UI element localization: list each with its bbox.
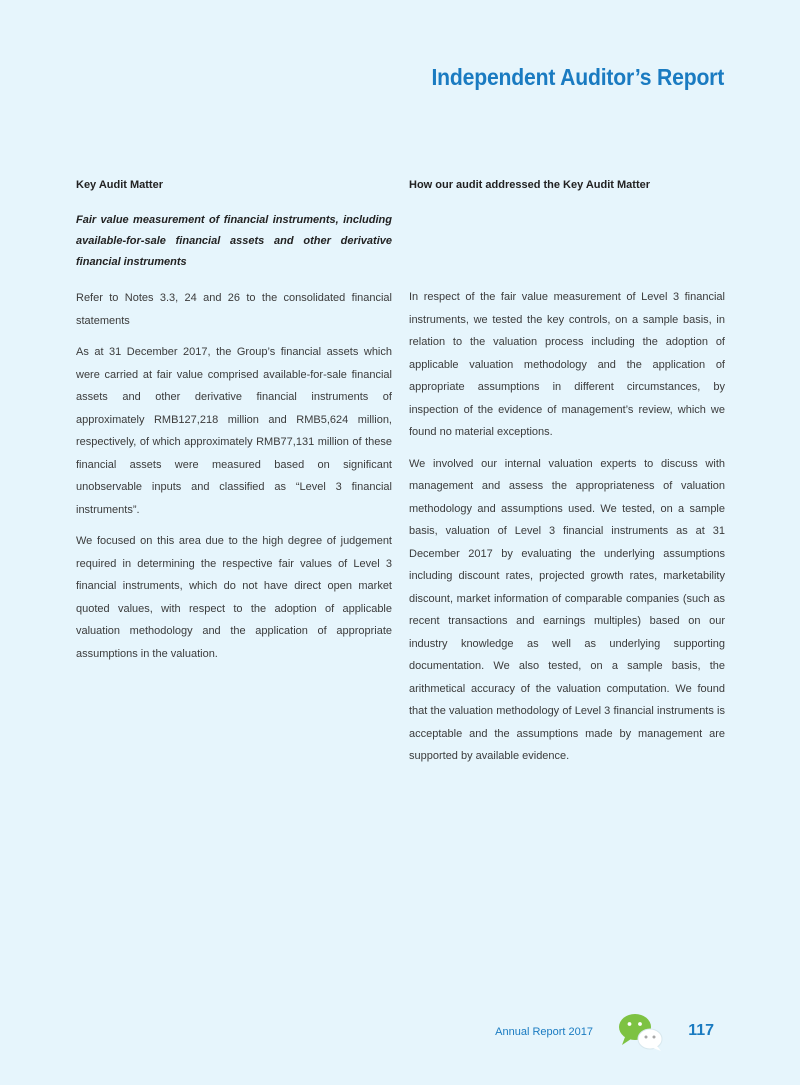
audit-response-column — [409, 176, 725, 777]
page-title: Independent Auditor’s Report — [431, 64, 724, 90]
fair-value-paragraph: As at 31 December 2017, the Group’s financial assets which were carried at fair value comprised available-for-sale financial assets and other derivative financial instruments of approximately RMB127,218 million and RMB5,624 million, respectively, of which approximately RMB77,131 million of these financial assets were measured based on significant unobservable inputs and classified as “Level 3 financial instruments”. — [76, 346, 392, 516]
wechat-logo-icon — [617, 1012, 667, 1052]
notes-reference-paragraph: Refer to Notes 3.3, 24 and 26 to the consolidated financial statements — [76, 292, 392, 327]
key-audit-matter-column — [76, 176, 392, 674]
controls-testing-paragraph: In respect of the fair value measurement of Level 3 financial instruments, we tested the key controls, on a sample basis, in relation to the valuation process including the adoption of applicable valuation methodology and the application of appropriate assumptions in different circumstances, by inspection of the evidence of management’s review, which we found no material exceptions. — [409, 291, 725, 438]
matter-title: Fair value measurement of financial instruments, including available-for-sale financial assets and other derivative financial instruments — [76, 214, 392, 268]
focus-reason-paragraph: We focused on this area due to the high degree of judgement required in determining the respective fair values of Level 3 financial instruments, which do not have direct open market quoted values, with respect to the adoption of applicable valuation methodology and the application of appropriate assumptions in the valuation. — [76, 535, 392, 660]
valuation-experts-paragraph: We involved our internal valuation experts to discuss with management and assess the appropriateness of valuation methodology and assumptions used. We tested, on a sample basis, valuation of Level 3 financial instruments as at 31 December 2017 by evaluating the underlying assumptions including discount rates, projected growth rates, marketability discount, market information of comparable companies (such as recent transactions and earnings multiples) based on our industry knowledge as well as underlying supporting documentation. We also tested, on a sample basis, the arithmetical accuracy of the valuation computation. We found that the valuation methodology of Level 3 financial instruments is acceptable and the assumptions made by management are supported by available evidence. — [409, 457, 725, 762]
page-footer — [0, 1024, 800, 1048]
key-audit-matter-heading: Key Audit Matter — [76, 179, 163, 191]
page-number: 117 — [688, 1022, 714, 1039]
audit-response-heading: How our audit addressed the Key Audit Matter — [409, 179, 651, 191]
annual-report-label: Annual Report 2017 — [495, 1026, 593, 1038]
